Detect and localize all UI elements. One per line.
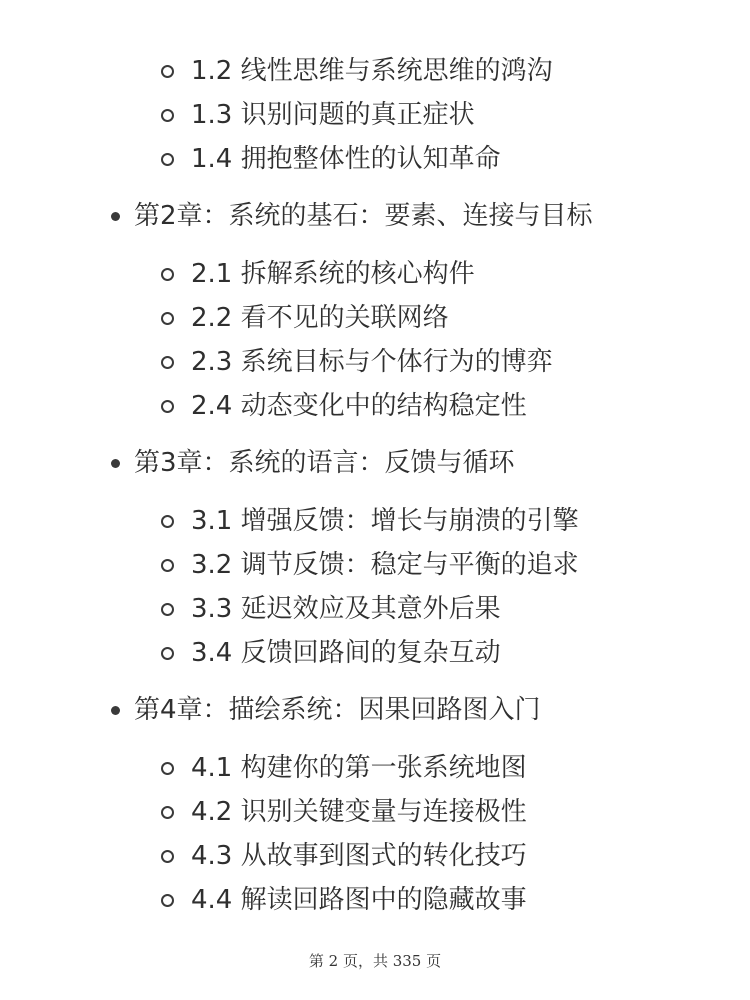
toc-item-label: 3.2 调节反馈：稳定与平衡的追求	[191, 550, 579, 580]
hollow-bullet-icon	[161, 65, 174, 78]
toc-item-label: 2.4 动态变化中的结构稳定性	[191, 391, 527, 421]
hollow-bullet-icon	[161, 312, 174, 325]
toc-item-label: 第4章：描绘系统：因果回路图入门	[134, 695, 541, 725]
toc-section-3-1	[161, 501, 579, 541]
toc-section-1-4	[161, 139, 501, 179]
toc-item-label: 1.3 识别问题的真正症状	[191, 100, 475, 130]
toc-section-2-2	[161, 298, 449, 338]
toc-section-4-1	[161, 748, 527, 788]
hollow-bullet-icon	[161, 268, 174, 281]
toc-item-label: 3.3 延迟效应及其意外后果	[191, 594, 501, 624]
toc-item-label: 3.1 增强反馈：增长与崩溃的引擎	[191, 506, 579, 536]
toc-item-label: 4.3 从故事到图式的转化技巧	[191, 841, 527, 871]
toc-item-label: 1.2 线性思维与系统思维的鸿沟	[191, 56, 553, 86]
toc-section-3-4	[161, 633, 501, 673]
filled-bullet-icon	[111, 212, 120, 221]
toc-item-label: 2.2 看不见的关联网络	[191, 303, 449, 333]
hollow-bullet-icon	[161, 647, 174, 660]
toc-chapter-2	[111, 196, 593, 236]
hollow-bullet-icon	[161, 603, 174, 616]
toc-item-label: 第2章：系统的基石：要素、连接与目标	[134, 201, 593, 231]
toc-section-1-2	[161, 51, 553, 91]
hollow-bullet-icon	[161, 109, 174, 122]
toc-item-label: 2.1 拆解系统的核心构件	[191, 259, 475, 289]
toc-item-label: 1.4 拥抱整体性的认知革命	[191, 144, 501, 174]
toc-chapter-3	[111, 443, 515, 483]
filled-bullet-icon	[111, 459, 120, 468]
hollow-bullet-icon	[161, 515, 174, 528]
toc-section-2-4	[161, 386, 527, 426]
filled-bullet-icon	[111, 706, 120, 715]
hollow-bullet-icon	[161, 894, 174, 907]
toc-section-1-3	[161, 95, 475, 135]
toc-section-3-3	[161, 589, 501, 629]
hollow-bullet-icon	[161, 559, 174, 572]
toc-section-2-3	[161, 342, 553, 382]
toc-item-label: 4.4 解读回路图中的隐藏故事	[191, 885, 527, 915]
toc-item-label: 4.1 构建你的第一张系统地图	[191, 753, 527, 783]
hollow-bullet-icon	[161, 153, 174, 166]
toc-item-label: 第3章：系统的语言：反馈与循环	[134, 448, 515, 478]
hollow-bullet-icon	[161, 400, 174, 413]
toc-section-4-2	[161, 792, 527, 832]
hollow-bullet-icon	[161, 850, 174, 863]
toc-section-4-3	[161, 836, 527, 876]
toc-item-label: 3.4 反馈回路间的复杂互动	[191, 638, 501, 668]
hollow-bullet-icon	[161, 356, 174, 369]
toc-item-label: 2.3 系统目标与个体行为的博弈	[191, 347, 553, 377]
toc-chapter-4	[111, 690, 541, 730]
hollow-bullet-icon	[161, 806, 174, 819]
toc-section-2-1	[161, 254, 475, 294]
toc-section-4-4	[161, 880, 527, 920]
toc-item-label: 4.2 识别关键变量与连接极性	[191, 797, 527, 827]
hollow-bullet-icon	[161, 762, 174, 775]
toc-section-3-2	[161, 545, 579, 585]
page-number-footer: 第 2 页，共 335 页	[308, 952, 442, 970]
